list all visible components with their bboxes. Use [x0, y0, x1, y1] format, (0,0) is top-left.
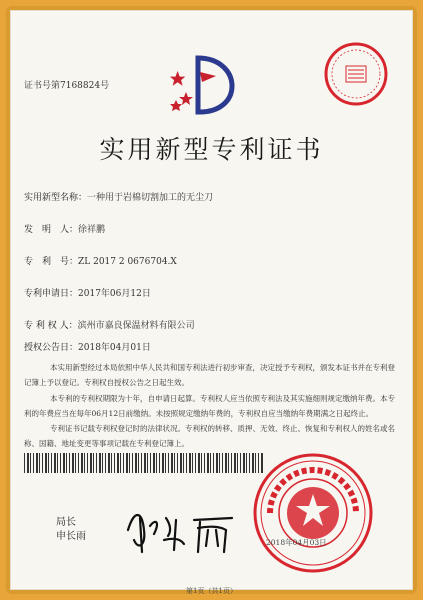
field-value: 一种用于岩棉切割加工的无尘刀: [87, 193, 214, 203]
field-value: 2018年04月01日: [78, 343, 151, 353]
field-utility-model-name: [24, 190, 213, 203]
field-label: 实用新型名称：: [24, 193, 88, 203]
paragraph-register: 专利证书记载专利权登记时的法律状况。专利权的转移、质押、无效、终止、恢复和专利权人的姓名或名称、国籍、地址变更等事项记载在专利登记簿上。: [24, 424, 395, 448]
field-grant-date: [24, 340, 151, 353]
field-label: 专 利 号：: [24, 257, 79, 267]
signer-title: 局长: [56, 517, 76, 528]
national-ip-office-seal-icon: [250, 450, 376, 576]
field-patent-number: [24, 254, 177, 267]
signer-name: 申长雨: [56, 531, 86, 542]
field-inventor: [24, 222, 105, 235]
top-red-seal-icon: [322, 40, 390, 108]
certificate-number: 证书号第7168824号: [24, 81, 110, 91]
field-value: ZL 2017 2 0676704.X: [78, 257, 177, 267]
seal-date: 2018年04月03日: [266, 538, 327, 547]
certificate-title: 实用新型专利证书: [99, 135, 324, 164]
paragraph-grant: 本实用新型经过本局依照中华人民共和国专利法进行初步审查，决定授予专利权，颁发本证书并在专利登记簿上予以登记。专利权自授权公告之日起生效。: [24, 363, 395, 387]
field-application-date: [24, 286, 151, 299]
field-value: 滨州市嘉良保温材料有限公司: [77, 321, 195, 331]
page-footer: 第1页（共1页）: [186, 587, 237, 595]
field-label: 授权公告日：: [24, 343, 79, 353]
signature-block: [56, 516, 86, 544]
cnipa-logo-icon: [168, 50, 238, 120]
field-value: 徐祥鹏: [78, 225, 106, 235]
field-label: 发 明 人：: [24, 225, 79, 235]
field-patentee: [24, 318, 195, 331]
paragraph-term: 本专利的专利权期限为十年，自申请日起算。专利权人应当依照专利法及其实施细则规定缴纳年费。本专利的年费应当在每年06月12日前缴纳。未按照规定缴纳年费的，专利权自应当缴纳年费期满之日起终止。: [24, 394, 395, 418]
handwritten-signature-icon: [120, 500, 240, 560]
field-value: 2017年06月12日: [78, 289, 151, 299]
field-label: 专 利 权 人：: [24, 321, 78, 331]
barcode: [24, 453, 264, 473]
field-label: 专利申请日：: [24, 289, 79, 299]
